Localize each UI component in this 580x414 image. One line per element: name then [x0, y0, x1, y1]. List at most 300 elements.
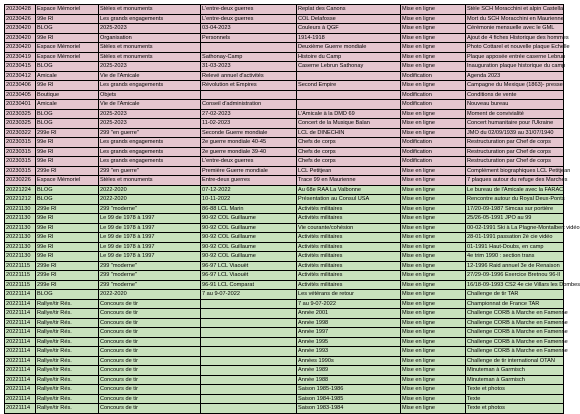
table-row — [5, 185, 564, 195]
item-cell — [201, 328, 297, 338]
date-cell: 20221115 — [5, 280, 36, 290]
status-cell: Mise en ligne — [401, 24, 466, 34]
category-cell: Organisation — [99, 33, 201, 43]
subject-cell: Vie courante/cohésion — [297, 223, 401, 233]
category-cell: 2025-2023 — [99, 109, 201, 119]
detail-cell: Nouveau bureau — [466, 100, 564, 110]
table-row — [5, 233, 564, 243]
date-cell: 20221114 — [5, 347, 36, 357]
section-cell: Rallye/tir Rés. — [36, 347, 99, 357]
subject-cell: Années 1990s — [297, 356, 401, 366]
item-cell: 11-02-2023 — [201, 119, 297, 129]
status-cell: Mise en ligne — [401, 33, 466, 43]
date-cell: 20221224 — [5, 185, 36, 195]
date-cell: 20230315 — [5, 157, 36, 167]
item-cell: 31-03-2023 — [201, 62, 297, 72]
table-row — [5, 309, 564, 319]
subject-cell: Concert de la Musique Balan — [297, 119, 401, 129]
date-cell: 20230419 — [5, 52, 36, 62]
date-cell: 20221114 — [5, 299, 36, 309]
detail-cell: 00-02-1991 Ski à La Plagne-Montalbert vidéo — [467, 224, 580, 231]
item-cell — [201, 347, 297, 357]
status-cell: Mise en ligne — [401, 233, 466, 243]
category-cell: Concours de tir — [99, 356, 201, 366]
category-cell: Concours de tir — [99, 328, 201, 338]
item-cell — [201, 43, 297, 53]
category-cell: Concours de tir — [99, 309, 201, 319]
status-cell: Modification — [401, 90, 466, 100]
section-cell: 299e RI — [36, 204, 99, 214]
detail-cell: Minuteman à Garmisch — [466, 366, 564, 376]
table-row — [5, 5, 564, 15]
item-cell: L'entre-deux guerres — [201, 5, 297, 15]
date-cell: 20221115 — [5, 271, 36, 281]
status-cell: Mise en ligne — [401, 223, 466, 233]
section-cell: 99e RI — [36, 33, 99, 43]
table-row — [5, 214, 564, 224]
date-cell: 20221114 — [5, 290, 36, 300]
table-row — [5, 195, 564, 205]
log-table — [4, 4, 580, 414]
section-cell: Espace Mémoriel — [36, 176, 99, 186]
category-cell: 299 "en guerre" — [99, 166, 201, 176]
detail-cell: Ajout de 4 fiches Historique des hommes — [467, 34, 569, 41]
category-cell: Stèles et monuments — [99, 5, 201, 15]
subject-cell: Présentation au Consul USA — [297, 195, 401, 205]
table-row — [5, 366, 564, 376]
date-cell: 20230415 — [5, 62, 36, 72]
section-cell: 299e RI — [36, 166, 99, 176]
date-cell: 20221130 — [5, 242, 36, 252]
status-cell: Mise en ligne — [401, 119, 466, 129]
section-cell: 99e RI — [36, 138, 99, 148]
detail-cell: Restructuration par Chef de corps — [466, 147, 564, 157]
table-row — [5, 318, 564, 328]
detail-cell: Challenge CORB à Marche en Famenne — [467, 329, 568, 335]
date-cell: 20230315 — [5, 166, 36, 176]
detail-cell: 01-1991 Haut-Doubs, en camp — [466, 242, 564, 252]
item-cell: Personnels — [201, 33, 297, 43]
subject-cell: Trace 99 en Maurienne — [297, 176, 401, 186]
category-cell: 299 "moderne" — [99, 261, 201, 271]
section-cell: 99e RI — [36, 14, 99, 24]
table-row — [5, 62, 564, 72]
item-cell — [201, 90, 297, 100]
subject-cell: Année 2001 — [297, 309, 401, 319]
item-cell: 86-88 LCL Marin — [201, 204, 297, 214]
date-cell: 20221114 — [5, 385, 36, 395]
status-cell: Mise en ligne — [401, 204, 466, 214]
subject-cell: Année 1998 — [297, 318, 401, 328]
status-cell: Mise en ligne — [401, 318, 466, 328]
table-row — [5, 166, 564, 176]
item-cell: 27-02-2023 — [201, 109, 297, 119]
table-row — [5, 176, 564, 186]
detail-cell: Inauguration plaque historique du camp — [467, 63, 566, 69]
detail-cell: 12-1996 Raid annuel 3e de Renaison — [466, 261, 564, 271]
date-cell: 20221130 — [5, 214, 36, 224]
item-cell: 2e guerre mondiale 39-40 — [201, 147, 297, 157]
subject-cell: Second Empire — [297, 81, 401, 91]
table-row — [5, 128, 564, 138]
date-cell: 20221130 — [5, 233, 36, 243]
subject-cell: Saison 1984-1985 — [297, 394, 401, 404]
detail-cell: Texte et photos — [466, 385, 564, 395]
status-cell: Mise en ligne — [401, 109, 466, 119]
subject-cell: Année 1989 — [297, 366, 401, 376]
section-cell: Rallye/tir Rés. — [36, 375, 99, 385]
detail-cell: 16/18-09-1993 CS2 4e cie Villars les Dombes — [467, 281, 580, 288]
section-cell: 99e RI — [36, 81, 99, 91]
table-row — [5, 138, 564, 148]
table-row — [5, 109, 564, 119]
status-cell: Mise en ligne — [401, 404, 466, 414]
table-row — [5, 252, 564, 262]
status-cell: Mise en ligne — [401, 328, 466, 338]
date-cell: 20221130 — [5, 204, 36, 214]
section-cell: 299e RI — [36, 271, 99, 281]
subject-cell — [297, 71, 401, 81]
detail-cell: Agenda 2023 — [466, 71, 564, 81]
detail-cell: 27/29-09-1996 Exercice Bretnou 96-II — [466, 271, 564, 281]
section-cell: 99e RI — [36, 157, 99, 167]
detail-cell: Cérémonie mensuelle avec le GML — [466, 24, 564, 34]
date-cell: 20221212 — [5, 195, 36, 205]
item-cell: 90-92 COL Guillaume — [201, 223, 297, 233]
category-cell: Vie de l'Amicale — [99, 100, 201, 110]
status-cell: Mise en ligne — [401, 309, 466, 319]
status-cell: Mise en ligne — [401, 337, 466, 347]
status-cell: Mise en ligne — [401, 366, 466, 376]
item-cell: 90-92 COL Guillaume — [201, 252, 297, 262]
section-cell: 299e RI — [36, 128, 99, 138]
section-cell: Rallye/tir Rés. — [36, 309, 99, 319]
status-cell: Mise en ligne — [401, 375, 466, 385]
section-cell: Rallye/tir Rés. — [36, 394, 99, 404]
detail-cell: Texte et photos — [466, 404, 564, 414]
item-cell — [201, 337, 297, 347]
date-cell: 20230401 — [5, 100, 36, 110]
date-cell: 20230420 — [5, 43, 36, 53]
status-cell: Mise en ligne — [401, 43, 466, 53]
section-cell: Rallye/tir Rés. — [36, 337, 99, 347]
category-cell: Stèles et monuments — [99, 52, 201, 62]
category-cell: Le 99 de 1978 à 1997 — [99, 233, 201, 243]
date-cell: 20230405 — [5, 90, 36, 100]
subject-cell: Activités militaires — [297, 252, 401, 262]
item-cell: 96-97 LCL Viaouët — [201, 261, 297, 271]
category-cell: 299 "moderne" — [99, 204, 201, 214]
subject-cell: Les vétérans de retour — [297, 290, 401, 300]
section-cell: Rallye/tir Rés. — [36, 385, 99, 395]
status-cell: Modification — [401, 138, 466, 148]
status-cell: Mise en ligne — [401, 195, 466, 205]
date-cell: 20230406 — [5, 81, 36, 91]
date-cell: 20221114 — [5, 356, 36, 366]
category-cell: 2025-2023 — [99, 62, 201, 72]
table-row — [5, 24, 564, 34]
category-cell: Les grands engagements — [99, 138, 201, 148]
detail-cell: Rencontre autour du Royal Deux-Ponts — [467, 196, 565, 202]
date-cell: 20221114 — [5, 337, 36, 347]
subject-cell: Activités militaires — [297, 271, 401, 281]
item-cell: 90-92 COL Guillaume — [201, 214, 297, 224]
detail-cell: Mort du SCH Moracchini en Maurienne — [467, 15, 564, 22]
item-cell: L'entre-deux guerres — [201, 157, 297, 167]
table-row — [5, 328, 564, 338]
table-row — [5, 100, 564, 110]
table-row — [5, 33, 564, 43]
subject-cell: Activités militaires — [297, 214, 401, 224]
date-cell: 20230420 — [5, 33, 36, 43]
date-cell: 20221130 — [5, 223, 36, 233]
table-row — [5, 90, 564, 100]
section-cell: Rallye/tir Rés. — [36, 366, 99, 376]
item-cell: 2e guerre mondiale 40-45 — [201, 138, 297, 148]
date-cell: 20230325 — [5, 119, 36, 129]
table-row — [5, 385, 564, 395]
detail-cell: 4e trim 1990 : section trans — [466, 252, 564, 262]
item-cell: Conseil d'administration — [201, 100, 297, 110]
table-row — [5, 242, 564, 252]
date-cell: 20230226 — [5, 176, 36, 186]
category-cell: 2022-2020 — [99, 185, 201, 195]
status-cell: Mise en ligne — [401, 252, 466, 262]
detail-cell: Concert humanitaire pour l'Ukraine — [466, 119, 564, 129]
section-cell: Rallye/tir Rés. — [36, 299, 99, 309]
table-row — [5, 119, 564, 129]
date-cell: 20230412 — [5, 71, 36, 81]
subject-cell: 1914-1918 — [297, 33, 401, 43]
category-cell: Vie de l'Amicale — [99, 71, 201, 81]
log-table-body — [5, 5, 580, 414]
category-cell: Le 99 de 1978 à 1997 — [99, 214, 201, 224]
table-row — [5, 14, 564, 24]
category-cell: Concours de tir — [99, 347, 201, 357]
date-cell: 20230315 — [5, 147, 36, 157]
section-cell: BLOG — [36, 62, 99, 72]
status-cell: Mise en ligne — [401, 176, 466, 186]
date-cell: 20221114 — [5, 318, 36, 328]
status-cell: Mise en ligne — [401, 299, 466, 309]
detail-cell: Le bureau de l'Amicale avec la FARAC — [467, 186, 564, 193]
status-cell: Mise en ligne — [401, 271, 466, 281]
section-cell: BLOG — [36, 185, 99, 195]
category-cell: Le 99 de 1978 à 1997 — [99, 252, 201, 262]
section-cell: Rallye/tir Rés. — [36, 328, 99, 338]
item-cell — [201, 366, 297, 376]
category-cell: Concours de tir — [99, 299, 201, 309]
section-cell: 99e RI — [36, 252, 99, 262]
status-cell: Mise en ligne — [401, 14, 466, 24]
section-cell: Espace Mémoriel — [36, 52, 99, 62]
table-row — [5, 271, 564, 281]
table-row — [5, 223, 564, 233]
subject-cell: Au 68e RAA La Valbonne — [297, 185, 401, 195]
section-cell: Rallye/tir Rés. — [36, 356, 99, 366]
subject-cell: Activités militaires — [297, 280, 401, 290]
log-table-container — [4, 4, 580, 411]
category-cell: Concours de tir — [99, 337, 201, 347]
subject-cell: L'Amicale à la DMD 69 — [297, 109, 401, 119]
subject-cell: Activités militaires — [297, 233, 401, 243]
item-cell: Seconde Guerre mondiale — [201, 128, 297, 138]
status-cell: Mise en ligne — [401, 280, 466, 290]
status-cell: Mise en ligne — [401, 356, 466, 366]
section-cell: 99e RI — [36, 242, 99, 252]
category-cell: Concours de tir — [99, 366, 201, 376]
detail-cell: Championnat de France TAR — [466, 299, 564, 309]
section-cell: 99e RI — [36, 147, 99, 157]
subject-cell: Chefs de corps — [297, 147, 401, 157]
subject-cell: LCL de DINECHIN — [297, 128, 401, 138]
subject-cell: Activités militaires — [297, 261, 401, 271]
status-cell: Mise en ligne — [401, 52, 466, 62]
item-cell — [201, 375, 297, 385]
section-cell: Boutique — [36, 90, 99, 100]
date-cell: 20221130 — [5, 252, 36, 262]
subject-cell — [297, 100, 401, 110]
table-row — [5, 347, 564, 357]
item-cell: 90-92 COL Guillaume — [201, 233, 297, 243]
subject-cell: Saison 1985-1986 — [297, 385, 401, 395]
status-cell: Mise en ligne — [401, 62, 466, 72]
section-cell: Rallye/tir Rés. — [36, 404, 99, 414]
detail-cell: 7 plaques autour du refuge des Marches — [467, 177, 568, 183]
subject-cell: Couleurs à QGF — [297, 24, 401, 34]
section-cell: 299e RI — [36, 280, 99, 290]
detail-cell: Challenge de tir international OTAN — [466, 356, 564, 366]
section-cell: BLOG — [36, 195, 99, 205]
category-cell: Objets — [99, 90, 201, 100]
detail-cell: Challenge CORB à Marche en Famenne — [467, 310, 568, 316]
detail-cell: Restructuration par Chef de corps — [466, 138, 564, 148]
item-cell: 07-12-2022 — [201, 185, 297, 195]
subject-cell: Histoire du Camp — [297, 52, 401, 62]
status-cell: Mise en ligne — [401, 394, 466, 404]
subject-cell: Chefs de corps — [297, 138, 401, 148]
section-cell: BLOG — [36, 24, 99, 34]
date-cell: 20230325 — [5, 109, 36, 119]
category-cell: Concours de tir — [99, 404, 201, 414]
section-cell: Amicale — [36, 71, 99, 81]
status-cell: Mise en ligne — [401, 81, 466, 91]
table-row — [5, 43, 564, 53]
table-row — [5, 394, 564, 404]
item-cell — [201, 385, 297, 395]
item-cell: 10-11-2022 — [201, 195, 297, 205]
section-cell: 99e RI — [36, 223, 99, 233]
category-cell: Concours de tir — [99, 375, 201, 385]
date-cell: 20230426 — [5, 14, 36, 24]
item-cell: 96-91 LCL Comparat — [201, 280, 297, 290]
section-cell: Rallye/tir Rés. — [36, 318, 99, 328]
category-cell: 2022-2020 — [99, 195, 201, 205]
item-cell: Sathonay-Camp — [201, 52, 297, 62]
subject-cell: LCL Petitjean — [297, 166, 401, 176]
date-cell: 20230420 — [5, 24, 36, 34]
item-cell: Relevé annuel d'activités — [201, 71, 297, 81]
detail-cell: Restructuration par Chef de corps — [466, 157, 564, 167]
status-cell: Modification — [401, 71, 466, 81]
table-row — [5, 299, 564, 309]
table-row — [5, 280, 564, 290]
detail-cell: Photo Cottarel et nouvelle plaque Echelle — [467, 44, 570, 50]
status-cell: Mise en ligne — [401, 166, 466, 176]
date-cell: 20221114 — [5, 366, 36, 376]
category-cell: Concours de tir — [99, 318, 201, 328]
detail-cell: Challenge CORB à Marche en Famenne — [467, 338, 568, 345]
detail-cell: JMO du 02/09/1939 au 31/07/1940 — [466, 128, 564, 138]
table-row — [5, 52, 564, 62]
table-row — [5, 157, 564, 167]
date-cell: 20221114 — [5, 404, 36, 414]
section-cell: Espace Mémoriel — [36, 5, 99, 15]
item-cell — [201, 356, 297, 366]
subject-cell: Année 1988 — [297, 375, 401, 385]
subject-cell: 7 au 9-07-2022 — [297, 299, 401, 309]
detail-cell: Stèle SCH Moracchini et alpin Castella — [467, 6, 564, 12]
section-cell: Espace Mémoriel — [36, 43, 99, 53]
date-cell: 20221114 — [5, 375, 36, 385]
section-cell: BLOG — [36, 119, 99, 129]
status-cell: Mise en ligne — [401, 214, 466, 224]
status-cell: Mise en ligne — [401, 5, 466, 15]
category-cell: 2022-2020 — [99, 290, 201, 300]
category-cell: Concours de tir — [99, 385, 201, 395]
table-row — [5, 71, 564, 81]
detail-cell: Moment de convivialité — [466, 109, 564, 119]
table-row — [5, 81, 564, 91]
item-cell: L'entre-deux guerres — [201, 14, 297, 24]
category-cell: Les grands engagements — [99, 14, 201, 24]
category-cell: 2025-2023 — [99, 119, 201, 129]
detail-cell: 17/20-09-1987 Simcas sur portière — [466, 204, 564, 214]
table-row — [5, 147, 564, 157]
section-cell: 99e RI — [36, 233, 99, 243]
table-row — [5, 337, 564, 347]
status-cell: Mise en ligne — [401, 385, 466, 395]
subject-cell: Deuxième Guerre mondiale — [297, 43, 401, 53]
category-cell: Les grands engagements — [99, 157, 201, 167]
table-row — [5, 261, 564, 271]
subject-cell: Caserne Lebrun Sathonay — [297, 62, 401, 72]
detail-cell: Conditions de vente — [466, 90, 564, 100]
item-cell: Entre-deux guerres — [201, 176, 297, 186]
date-cell: 20230315 — [5, 138, 36, 148]
category-cell: Le 99 de 1978 à 1997 — [99, 223, 201, 233]
category-cell: Les grands engagements — [99, 147, 201, 157]
category-cell: Stèles et monuments — [99, 43, 201, 53]
category-cell: 2025-2023 — [99, 24, 201, 34]
subject-cell: Activités militaires — [297, 204, 401, 214]
date-cell: 20221114 — [5, 328, 36, 338]
detail-cell: Challenge de tir TAR — [466, 290, 564, 300]
table-row — [5, 356, 564, 366]
subject-cell: Saison 1983-1984 — [297, 404, 401, 414]
table-row — [5, 204, 564, 214]
item-cell: 03-04-2023 — [201, 24, 297, 34]
status-cell: Modification — [401, 100, 466, 110]
subject-cell — [297, 90, 401, 100]
subject-cell: Chefs de corps — [297, 157, 401, 167]
subject-cell: Année 1993 — [297, 347, 401, 357]
subject-cell: Année 1995 — [297, 337, 401, 347]
date-cell: 20221114 — [5, 394, 36, 404]
item-cell: 7 au 9-07-2022 — [201, 290, 297, 300]
status-cell: Mise en ligne — [401, 261, 466, 271]
item-cell: Révolution et Empires — [201, 81, 297, 91]
